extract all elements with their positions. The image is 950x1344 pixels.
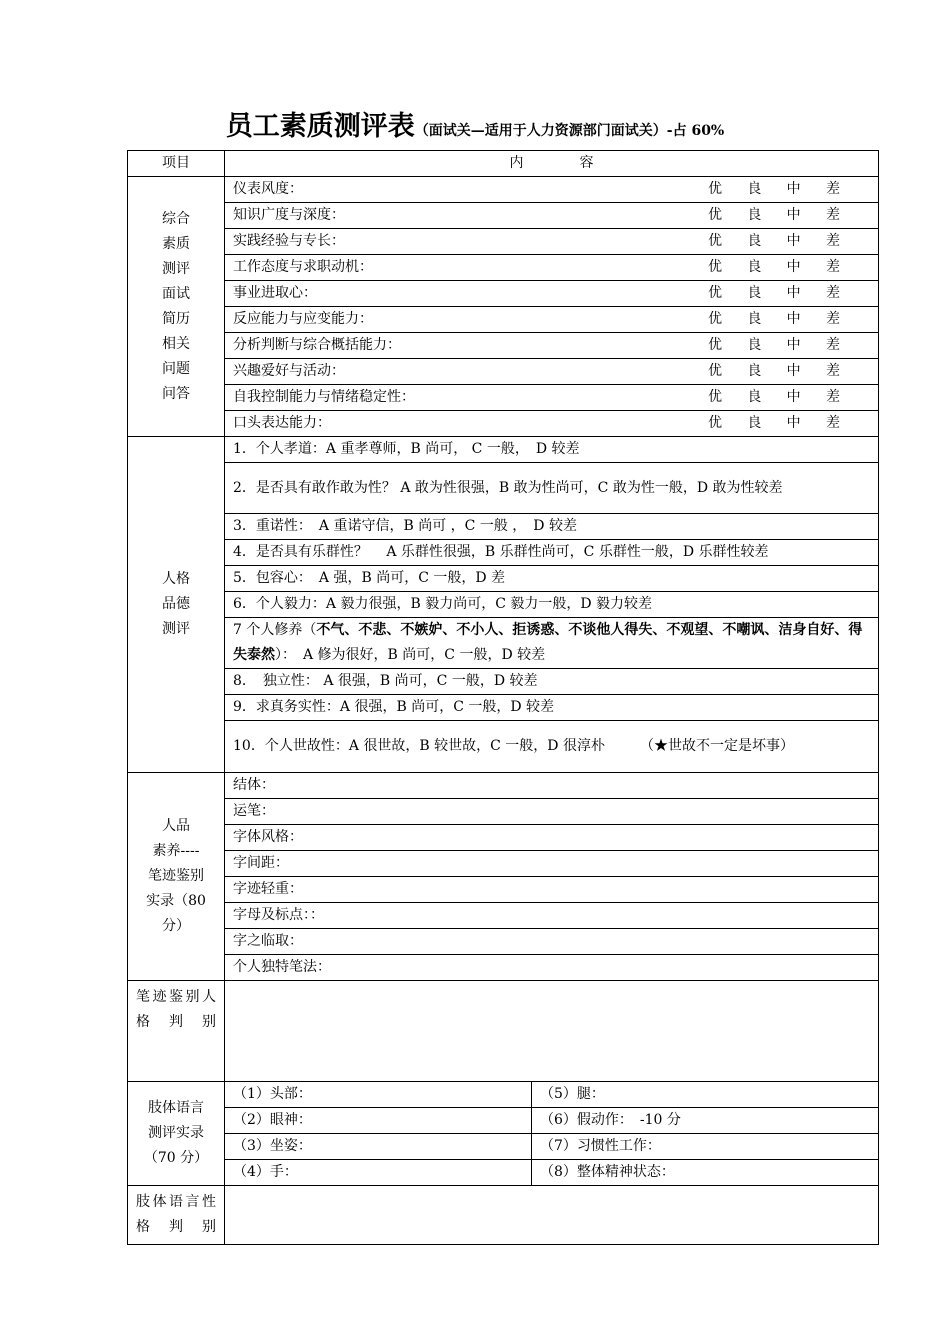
section-label-character: 人格 品德 测评 — [128, 437, 225, 773]
list-item: 3．重诺性： A 重诺守信，B 尚可 ，C 一般 ， D 较差 — [225, 514, 879, 540]
header-content: 内 容 — [225, 151, 879, 177]
rating-scale: 优 良 中 差 — [708, 207, 840, 223]
rating-row: 优 良 中 差 事业进取心： — [225, 281, 879, 307]
field-row: （8）整体精神状态： — [532, 1160, 879, 1186]
section-label-handwriting-judgement: 笔迹鉴别人格判别 — [128, 981, 225, 1082]
list-item: 8． 独立性： A 很强，B 尚可，C 一般，D 较差 — [225, 669, 879, 695]
field-row: （5）腿： — [532, 1082, 879, 1108]
rating-scale: 优 良 中 差 — [708, 181, 840, 197]
field-row: 个人独特笔法： — [225, 955, 879, 981]
field-row: 字之临取： — [225, 929, 879, 955]
header-item: 项目 — [128, 151, 225, 177]
field-row: 运笔： — [225, 799, 879, 825]
document-title — [0, 104, 950, 143]
list-item-cultivation: 7 个人修养（不气、不悲、不嫉妒、不小人、拒诱惑、不谈他人得失、不观望、不嘲讽、洁身自好、得失泰然）： A 修为很好，B 尚可，C 一般，D 较差 — [225, 618, 879, 669]
list-item: 4．是否具有乐群性？ A 乐群性很强，B 乐群性尚可，C 乐群性一般，D 乐群性较差 — [225, 540, 879, 566]
rating-scale: 优 良 中 差 — [708, 285, 840, 301]
field-row: 字体风格： — [225, 825, 879, 851]
rating-row: 优 良 中 差 兴趣爱好与活动： — [225, 359, 879, 385]
rating-row: 优 良 中 差 自我控制能力与情绪稳定性： — [225, 385, 879, 411]
table-row — [128, 177, 879, 203]
title-main: 员工素质测评表 — [225, 111, 415, 142]
rating-row: 优 良 中 差 工作态度与求职动机： — [225, 255, 879, 281]
title-sub: （面试关—适用于人力资源部门面试关）-占 60% — [414, 123, 725, 139]
rating-scale: 优 良 中 差 — [708, 363, 840, 379]
section-label-body-language: 肢体语言 测评实录 （70 分） — [128, 1082, 225, 1186]
section-label-body-judgement: 肢体语言性格判别 — [128, 1186, 225, 1245]
field-row: （6）假动作： -10 分 — [532, 1108, 879, 1134]
blank-area — [225, 981, 879, 1082]
list-item: 10．个人世故性：A 很世故，B 较世故，C 一般，D 很淳朴 （★世故不一定是坏事） — [225, 721, 879, 773]
blank-area — [225, 1186, 879, 1245]
field-row: （3）坐姿： — [225, 1134, 532, 1160]
list-item: 1．个人孝道：A 重孝尊师，B 尚可， C 一般， D 较差 — [225, 437, 879, 463]
rating-scale: 优 良 中 差 — [708, 233, 840, 249]
list-item: 5．包容心： A 强，B 尚可，C 一般，D 差 — [225, 566, 879, 592]
field-row: （2）眼神： — [225, 1108, 532, 1134]
rating-row: 优 良 中 差 知识广度与深度： — [225, 203, 879, 229]
field-row: 字母及标点：： — [225, 903, 879, 929]
field-row: （7）习惯性工作： — [532, 1134, 879, 1160]
field-row: 字迹轻重： — [225, 877, 879, 903]
field-row: 结体： — [225, 773, 879, 799]
list-item: 2．是否具有敢作敢为性？ A 敢为性很强，B 敢为性尚可，C 敢为性一般，D 敢为性较差 — [225, 463, 879, 514]
section-label-handwriting: 人品 素养---- 笔迹鉴别 实录（80 分） — [128, 773, 225, 981]
header-row — [128, 151, 879, 177]
rating-row: 优 良 中 差 仪表风度： — [225, 177, 879, 203]
rating-row: 优 良 中 差 分析判断与综合概括能力： — [225, 333, 879, 359]
rating-scale: 优 良 中 差 — [708, 311, 840, 327]
rating-row: 优 良 中 差 反应能力与应变能力： — [225, 307, 879, 333]
rating-scale: 优 良 中 差 — [708, 259, 840, 275]
evaluation-table — [127, 150, 879, 1245]
field-row: （4）手： — [225, 1160, 532, 1186]
section-label-comprehensive: 综合 素质 测评 面试 简历 相关 问题 问答 — [128, 177, 225, 437]
rating-row: 优 良 中 差 实践经验与专长： — [225, 229, 879, 255]
field-row: （1）头部： — [225, 1082, 532, 1108]
rating-scale: 优 良 中 差 — [708, 389, 840, 405]
list-item: 6．个人毅力：A 毅力很强，B 毅力尚可，C 毅力一般，D 毅力较差 — [225, 592, 879, 618]
field-row: 字间距： — [225, 851, 879, 877]
rating-scale: 优 良 中 差 — [708, 415, 840, 431]
list-item: 9．求真务实性：A 很强，B 尚可，C 一般，D 较差 — [225, 695, 879, 721]
rating-scale: 优 良 中 差 — [708, 337, 840, 353]
rating-row: 优 良 中 差 口头表达能力： — [225, 411, 879, 437]
